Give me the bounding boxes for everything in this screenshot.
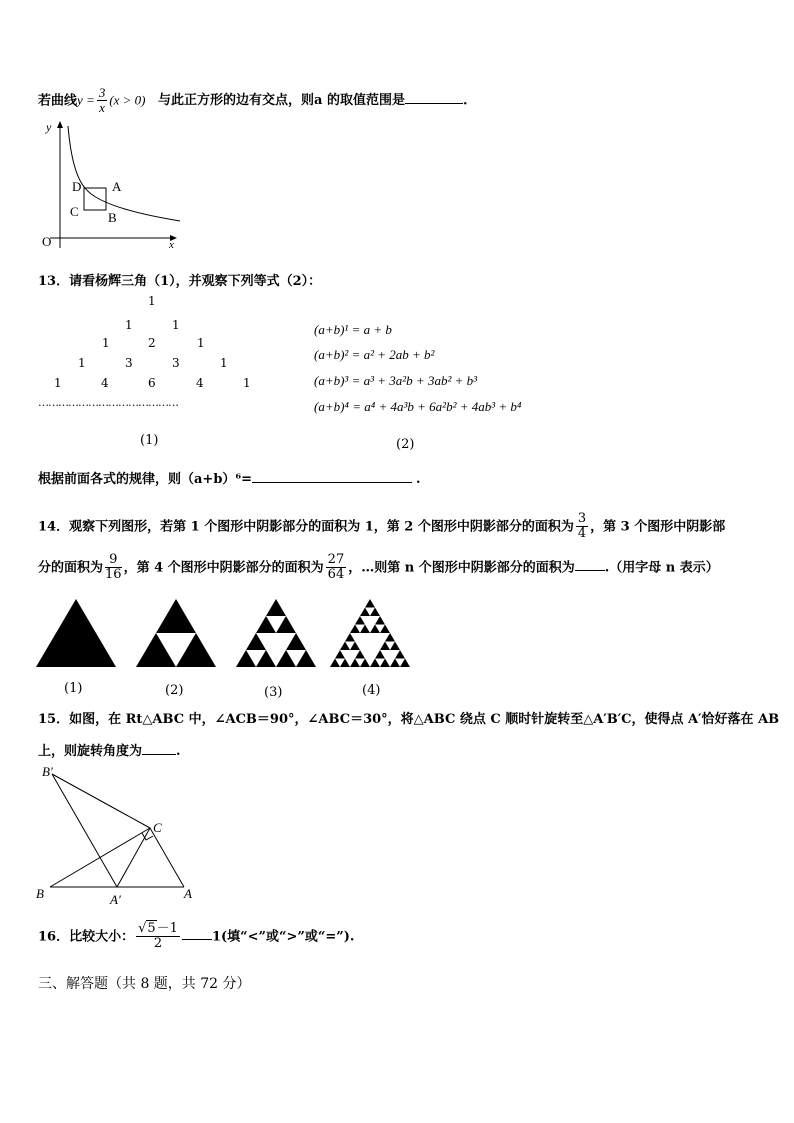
q16-line: 16．比较大小： $\frac{√5-1}{2}$ 1(填“<”或“>”或“=”). [38, 921, 355, 952]
point-A-prime: A′ [110, 892, 121, 907]
point-B-prime: B′ [42, 764, 53, 779]
triangle-cell: 1 [148, 294, 156, 308]
origin-label: O [42, 234, 52, 249]
binomial-formula-1: (a+b)¹ = a + b [314, 322, 392, 337]
triangle-cell: 1 [197, 336, 205, 350]
point-C: C [153, 820, 162, 835]
q13-ask: 根据前面各式的规律，则（a+b）⁶= . [38, 472, 421, 487]
point-A: A [184, 886, 192, 901]
q15-line2: 上，则旋转角度为 . [38, 744, 181, 759]
binomial-formula-3: (a+b)³ = a³ + 3a²b + 3ab² + b³ [314, 373, 478, 388]
point-A: A [112, 179, 122, 194]
figure-label-3: (3) [264, 685, 283, 700]
triangle-cell: 6 [148, 376, 156, 390]
q14-line1: 14．观察下列图形，若第 1 个图形中阴影部分的面积为 1，第 2 个图形中阴影部分的面积为 $\frac{3}{4}$ ，第 3 个图形中阴影部 [38, 511, 726, 542]
point-B: B [108, 210, 117, 225]
point-B: B [36, 886, 44, 901]
answer-blank [405, 103, 463, 104]
answer-blank [182, 939, 212, 940]
triangle-cell: 1 [220, 356, 228, 370]
point-C: C [70, 204, 79, 219]
answer-blank [142, 754, 176, 755]
q13-question: 13．请看杨辉三角（1），并观察下列等式（2）： [38, 274, 322, 289]
rotation-figure [32, 760, 212, 910]
point-D: D [72, 179, 82, 194]
fraction-27-64: $\frac{27}{64}$ [327, 552, 345, 583]
fraction-9-16: $\frac{9}{16}$ [105, 552, 122, 583]
triangle-cell: 1 [102, 336, 110, 350]
q12-graph [30, 118, 190, 258]
triangle-label: (1) [140, 433, 159, 448]
triangle-dots: …………………………………… [38, 396, 178, 409]
q12-fraction: $\frac{3}{x}$ [98, 85, 106, 116]
triangle-cell: 1 [243, 376, 251, 390]
q16-fraction: $\frac{√5-1}{2}$ [138, 921, 178, 952]
binomial-formula-4: (a+b)⁴ = a⁴ + 4a³b + 6a²b² + 4ab³ + b⁴ [314, 399, 522, 414]
triangle-cell: 1 [78, 356, 86, 370]
q15-line1: 15．如图，在 Rt△ABC 中，∠ACB＝90°，∠ABC＝30°，将△ABC 绕点 C 顺时针旋转至△A′B′C，使得点 A′恰好落在 AB [38, 712, 780, 727]
fraction-3-4: $\frac{3}{4}$ [577, 511, 587, 542]
x-axis-label: x [169, 239, 174, 251]
figure-label-1: (1) [64, 681, 83, 696]
triangle-cell: 3 [172, 356, 180, 370]
triangle-cell: 4 [196, 376, 204, 390]
figure-label-4: (4) [362, 683, 381, 698]
answer-blank [575, 570, 605, 571]
triangle-cell: 1 [172, 318, 180, 332]
answer-blank [252, 482, 412, 483]
q12-line: 若曲线y = $\frac{3}{x}$ (x > 0) 与此正方形的边有交点，则a 的取值范围是 . [38, 85, 468, 116]
triangle-cell: 2 [148, 336, 156, 350]
triangle-cell: 3 [125, 356, 133, 370]
y-axis-label: y [46, 120, 52, 134]
formula-label: (2) [396, 437, 415, 452]
triangle-cell: 1 [54, 376, 62, 390]
q14-line2: 分的面积为 $\frac{9}{16}$ ，第 4 个图形中阴影部分的面积为 $\frac{27}{64}$ ，…则第 n 个图形中阴影部分的面积为 .（用字母 n 表示） [38, 552, 719, 583]
triangle-cell: 1 [125, 318, 133, 332]
figure-label-2: (2) [165, 683, 184, 698]
section-heading: 三、解答题（共 8 题，共 72 分） [38, 976, 251, 992]
binomial-formula-2: (a+b)² = a² + 2ab + b² [314, 347, 435, 362]
triangle-cell: 4 [101, 376, 109, 390]
